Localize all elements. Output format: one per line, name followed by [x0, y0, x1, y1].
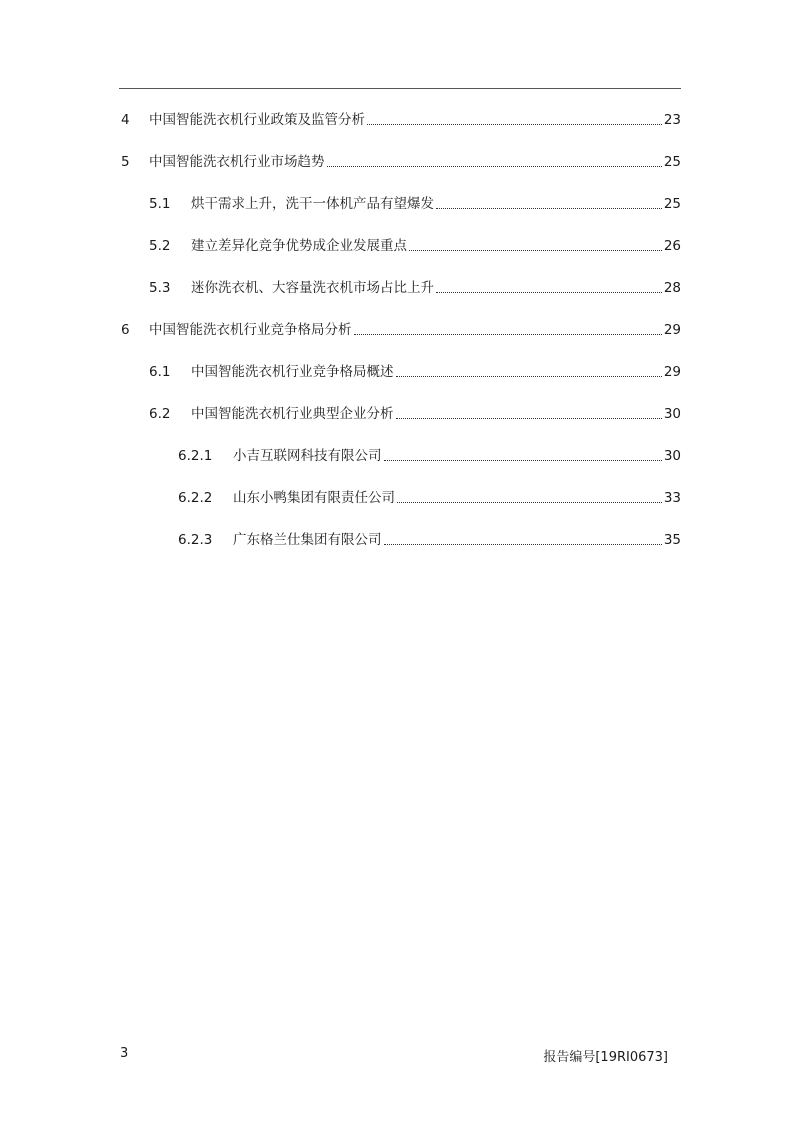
toc-title: 广东格兰仕集团有限公司	[233, 532, 382, 548]
toc-entry-6-2-3[interactable]	[178, 527, 681, 549]
toc-title: 中国智能洗衣机行业典型企业分析	[191, 406, 394, 422]
toc-leader-dots	[397, 502, 662, 503]
toc-title: 中国智能洗衣机行业竞争格局分析	[149, 322, 352, 338]
toc-entry-5-3[interactable]	[149, 275, 681, 297]
toc-title: 中国智能洗衣机行业政策及监管分析	[149, 112, 365, 128]
toc-number: 5.2	[149, 238, 171, 254]
toc-number: 5.3	[149, 280, 171, 296]
toc-page: 23	[663, 112, 681, 128]
toc-page: 29	[663, 364, 681, 380]
toc-leader-dots	[396, 376, 662, 377]
toc-leader-dots	[327, 166, 662, 167]
toc-leader-dots	[436, 292, 662, 293]
toc-page: 30	[663, 406, 681, 422]
toc-entry-5[interactable]	[121, 149, 681, 171]
toc-number: 5.1	[149, 196, 171, 212]
toc-number: 6.2.2	[178, 490, 213, 506]
toc-title: 迷你洗衣机、大容量洗衣机市场占比上升	[191, 280, 434, 296]
toc-leader-dots	[384, 544, 662, 545]
toc-page: 29	[663, 322, 681, 338]
toc-entry-4[interactable]	[121, 107, 681, 129]
footer-page-number: 3	[120, 1046, 129, 1061]
toc-page: 25	[663, 154, 681, 170]
header-rule	[119, 88, 681, 89]
toc-page: 35	[663, 532, 681, 548]
toc-page: 26	[663, 238, 681, 254]
toc-title: 中国智能洗衣机行业市场趋势	[149, 154, 325, 170]
toc-entry-6[interactable]	[121, 317, 681, 339]
toc-title: 中国智能洗衣机行业竞争格局概述	[191, 364, 394, 380]
toc-number: 6	[121, 322, 130, 338]
toc-leader-dots	[354, 334, 662, 335]
footer-report-code: 报告编号[19RI0673]	[543, 1050, 668, 1065]
toc-page: 30	[663, 448, 681, 464]
toc-number: 5	[121, 154, 130, 170]
toc-number: 6.2.1	[178, 448, 213, 464]
toc-entry-5-2[interactable]	[149, 233, 681, 255]
toc-number: 4	[121, 112, 130, 128]
toc-title: 山东小鸭集团有限责任公司	[233, 490, 395, 506]
toc-leader-dots	[436, 208, 662, 209]
toc-number: 6.2	[149, 406, 171, 422]
toc-entry-5-1[interactable]	[149, 191, 681, 213]
toc-title: 烘干需求上升，洗干一体机产品有望爆发	[191, 196, 434, 212]
toc-page: 25	[663, 196, 681, 212]
toc-entry-6-2-2[interactable]	[178, 485, 681, 507]
toc-leader-dots	[409, 250, 662, 251]
toc-page: 28	[663, 280, 681, 296]
toc-leader-dots	[384, 460, 662, 461]
toc-title: 小吉互联网科技有限公司	[233, 448, 382, 464]
toc-page: 33	[663, 490, 681, 506]
toc-entry-6-1[interactable]	[149, 359, 681, 381]
toc-leader-dots	[396, 418, 662, 419]
toc-entry-6-2[interactable]	[149, 401, 681, 423]
toc-title: 建立差异化竞争优势成企业发展重点	[191, 238, 407, 254]
toc-number: 6.2.3	[178, 532, 213, 548]
toc-entry-6-2-1[interactable]	[178, 443, 681, 465]
toc-number: 6.1	[149, 364, 171, 380]
toc-leader-dots	[367, 124, 662, 125]
